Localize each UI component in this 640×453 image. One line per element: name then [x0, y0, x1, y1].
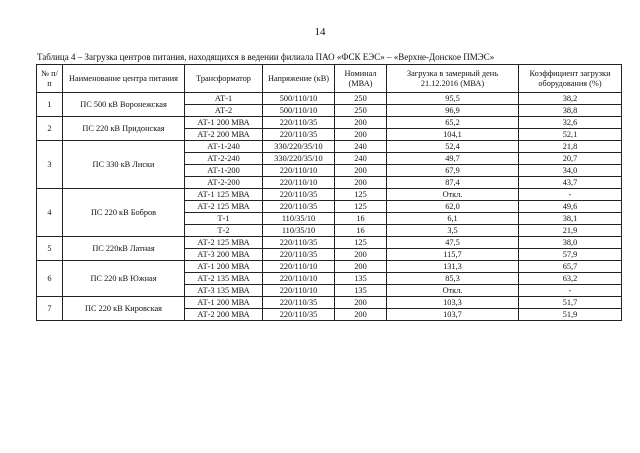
cell-load: 49,7	[387, 153, 519, 165]
cell-voltage: 220/110/35	[263, 237, 335, 249]
header-name: Наименование центра питания	[63, 65, 185, 93]
cell-voltage: 220/110/35	[263, 309, 335, 321]
header-voltage: Напряжение (кВ)	[263, 65, 335, 93]
cell-load: 104,1	[387, 129, 519, 141]
cell-voltage: 220/110/10	[263, 261, 335, 273]
header-num: № п/п	[37, 65, 63, 93]
table-row	[37, 141, 622, 153]
cell-rating: 125	[335, 201, 387, 213]
cell-load: 67,9	[387, 165, 519, 177]
cell-rating: 200	[335, 117, 387, 129]
cell-transformer: Т-2	[185, 225, 263, 237]
cell-transformer: АТ-1 200 МВА	[185, 297, 263, 309]
cell-transformer: АТ-2 200 МВА	[185, 309, 263, 321]
cell-substation-name: ПС 220кВ Латная	[63, 237, 185, 261]
table-row	[37, 117, 622, 129]
cell-num: 2	[37, 117, 63, 141]
cell-voltage: 220/110/10	[263, 165, 335, 177]
table-body	[37, 93, 622, 321]
cell-rating: 250	[335, 105, 387, 117]
cell-coef: 43,7	[519, 177, 622, 189]
cell-transformer: АТ-1 200 МВА	[185, 117, 263, 129]
cell-num: 7	[37, 297, 63, 321]
cell-load: 3,5	[387, 225, 519, 237]
cell-substation-name: ПС 220 кВ Придонская	[63, 117, 185, 141]
cell-load: 85,3	[387, 273, 519, 285]
cell-coef: 38,2	[519, 93, 622, 105]
cell-rating: 135	[335, 285, 387, 297]
cell-coef: 38,1	[519, 213, 622, 225]
cell-rating: 200	[335, 129, 387, 141]
cell-coef: 21,9	[519, 225, 622, 237]
table-header-row	[37, 65, 622, 93]
cell-coef: -	[519, 189, 622, 201]
cell-voltage: 500/110/10	[263, 105, 335, 117]
cell-coef: 57,9	[519, 249, 622, 261]
cell-rating: 200	[335, 261, 387, 273]
cell-load: 47,5	[387, 237, 519, 249]
cell-rating: 125	[335, 189, 387, 201]
cell-transformer: АТ-2 125 МВА	[185, 237, 263, 249]
cell-rating: 16	[335, 213, 387, 225]
cell-coef: 20,7	[519, 153, 622, 165]
cell-substation-name: ПС 220 кВ Бобров	[63, 189, 185, 237]
cell-substation-name: ПС 220 кВ Кировская	[63, 297, 185, 321]
cell-load: 87,4	[387, 177, 519, 189]
table-row	[37, 237, 622, 249]
header-rating: Номинал (МВА)	[335, 65, 387, 93]
cell-rating: 16	[335, 225, 387, 237]
cell-coef: -	[519, 285, 622, 297]
table-caption: Таблица 4 – Загрузка центров питания, находящихся в ведении филиала ПАО «ФСК ЕЭС» – «Верхне-Донское ПМЭС»	[37, 52, 495, 62]
cell-rating: 240	[335, 141, 387, 153]
cell-coef: 38,8	[519, 105, 622, 117]
cell-num: 4	[37, 189, 63, 237]
cell-load: 103,7	[387, 309, 519, 321]
table-row	[37, 261, 622, 273]
cell-transformer: АТ-2	[185, 105, 263, 117]
cell-num: 6	[37, 261, 63, 297]
cell-voltage: 220/110/35	[263, 117, 335, 129]
cell-voltage: 330/220/35/10	[263, 153, 335, 165]
cell-voltage: 220/110/35	[263, 201, 335, 213]
cell-load: 115,7	[387, 249, 519, 261]
cell-rating: 200	[335, 297, 387, 309]
cell-rating: 125	[335, 237, 387, 249]
cell-transformer: АТ-2 135 МВА	[185, 273, 263, 285]
cell-rating: 200	[335, 309, 387, 321]
cell-coef: 51,9	[519, 309, 622, 321]
table-row	[37, 189, 622, 201]
cell-transformer: АТ-3 135 МВА	[185, 285, 263, 297]
header-load: Загрузка в замерный день 21.12.2016 (МВА)	[387, 65, 519, 93]
cell-rating: 200	[335, 177, 387, 189]
cell-transformer: АТ-3 200 МВА	[185, 249, 263, 261]
cell-coef: 63,2	[519, 273, 622, 285]
cell-load: 103,3	[387, 297, 519, 309]
cell-coef: 49,6	[519, 201, 622, 213]
cell-voltage: 220/110/35	[263, 249, 335, 261]
cell-voltage: 110/35/10	[263, 225, 335, 237]
cell-num: 1	[37, 93, 63, 117]
cell-transformer: АТ-1-200	[185, 165, 263, 177]
cell-coef: 34,0	[519, 165, 622, 177]
cell-load: Откл.	[387, 189, 519, 201]
cell-voltage: 330/220/35/10	[263, 141, 335, 153]
cell-voltage: 220/110/10	[263, 177, 335, 189]
cell-voltage: 220/110/35	[263, 129, 335, 141]
cell-substation-name: ПС 330 кВ Лиски	[63, 141, 185, 189]
cell-voltage: 220/110/10	[263, 273, 335, 285]
cell-transformer: АТ-2 125 МВА	[185, 201, 263, 213]
cell-num: 3	[37, 141, 63, 189]
cell-rating: 200	[335, 165, 387, 177]
cell-coef: 21,8	[519, 141, 622, 153]
cell-transformer: Т-1	[185, 213, 263, 225]
cell-coef: 51,7	[519, 297, 622, 309]
cell-voltage: 220/110/10	[263, 285, 335, 297]
cell-coef: 52,1	[519, 129, 622, 141]
cell-transformer: АТ-2 200 МВА	[185, 129, 263, 141]
cell-transformer: АТ-2-240	[185, 153, 263, 165]
table-row	[37, 297, 622, 309]
cell-voltage: 110/35/10	[263, 213, 335, 225]
cell-load: 95,5	[387, 93, 519, 105]
cell-load: Откл.	[387, 285, 519, 297]
cell-rating: 250	[335, 93, 387, 105]
cell-coef: 65,7	[519, 261, 622, 273]
cell-substation-name: ПС 500 кВ Воронежская	[63, 93, 185, 117]
load-table	[36, 64, 622, 321]
cell-transformer: АТ-1	[185, 93, 263, 105]
cell-load: 62,0	[387, 201, 519, 213]
cell-coef: 32,6	[519, 117, 622, 129]
table-row	[37, 93, 622, 105]
cell-voltage: 220/110/35	[263, 189, 335, 201]
page-number: 14	[314, 26, 326, 38]
cell-rating: 200	[335, 249, 387, 261]
cell-transformer: АТ-1 125 МВА	[185, 189, 263, 201]
cell-voltage: 220/110/35	[263, 297, 335, 309]
cell-voltage: 500/110/10	[263, 93, 335, 105]
cell-load: 131,3	[387, 261, 519, 273]
cell-substation-name: ПС 220 кВ Южная	[63, 261, 185, 297]
cell-load: 52,4	[387, 141, 519, 153]
cell-load: 6,1	[387, 213, 519, 225]
cell-rating: 240	[335, 153, 387, 165]
cell-transformer: АТ-1 200 МВА	[185, 261, 263, 273]
header-coef: Коэффициент загрузки оборудования (%)	[519, 65, 622, 93]
cell-transformer: АТ-1-240	[185, 141, 263, 153]
cell-rating: 135	[335, 273, 387, 285]
cell-transformer: АТ-2-200	[185, 177, 263, 189]
cell-load: 96,9	[387, 105, 519, 117]
cell-num: 5	[37, 237, 63, 261]
header-transformer: Трансформатор	[185, 65, 263, 93]
cell-coef: 38,0	[519, 237, 622, 249]
cell-load: 65,2	[387, 117, 519, 129]
